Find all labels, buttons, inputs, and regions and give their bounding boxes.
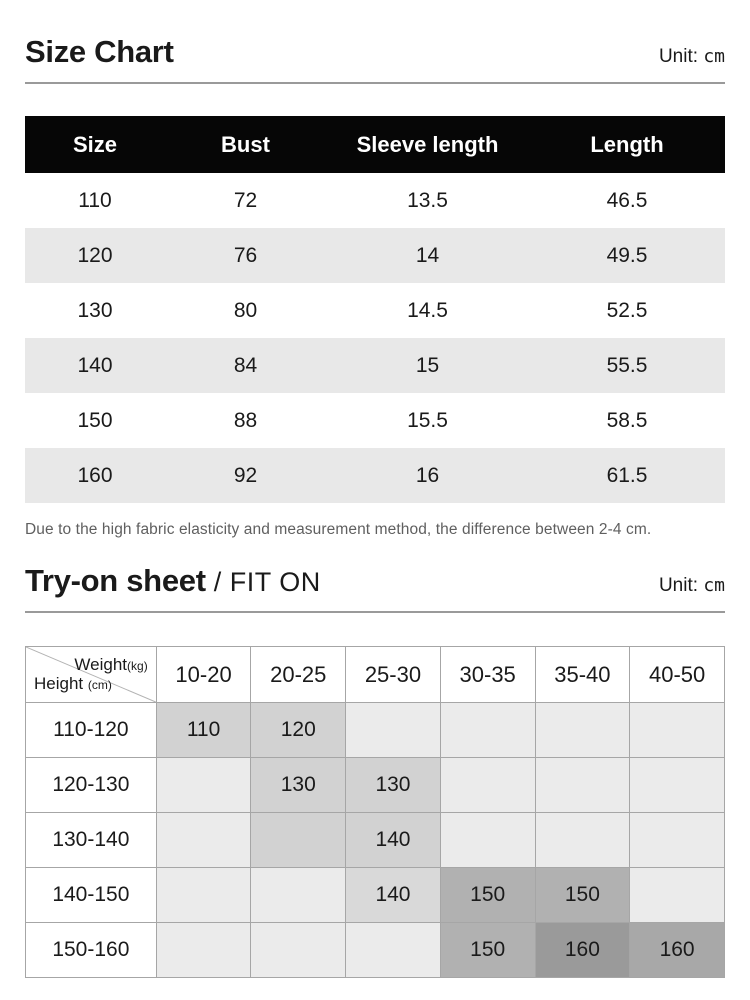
cell: 58.5 <box>606 408 648 432</box>
cell: 92 <box>233 463 258 487</box>
unit-value: cm <box>703 575 725 596</box>
try-on-table <box>25 646 725 978</box>
cell: 15.5 <box>407 408 448 432</box>
fit-cell <box>440 703 535 758</box>
cell: 14.5 <box>407 298 448 322</box>
cell: 16 <box>415 463 440 487</box>
cell: 72 <box>233 188 258 212</box>
height-row-header: 140-150 <box>26 868 157 923</box>
table-row <box>25 283 725 338</box>
cell: 52.5 <box>606 298 648 322</box>
fit-cell <box>156 868 251 923</box>
try-on-divider <box>25 611 725 613</box>
try-on-title-sub: FIT ON <box>229 567 321 597</box>
cell: 55.5 <box>606 353 648 377</box>
height-row-header: 130-140 <box>26 813 157 868</box>
fit-cell <box>535 813 630 868</box>
fit-cell <box>156 923 251 978</box>
cell: 140 <box>77 353 113 377</box>
fit-cell: 140 <box>346 868 441 923</box>
fit-cell: 150 <box>440 868 535 923</box>
weight-axis-text: Weight <box>74 655 128 674</box>
cell: 49.5 <box>606 243 648 267</box>
cell: 84 <box>233 353 258 377</box>
height-axis-text: Height <box>34 674 88 693</box>
fit-cell <box>630 813 725 868</box>
weight-col-header: 30-35 <box>440 647 535 703</box>
size-chart-table <box>25 116 725 503</box>
height-axis-unit: (cm) <box>87 678 112 692</box>
fit-cell: 160 <box>630 923 725 978</box>
weight-axis-unit: (kg) <box>127 659 148 673</box>
try-on-title-separator: / <box>205 567 230 597</box>
table-row <box>25 228 725 283</box>
unit-label: Unit: <box>658 46 699 67</box>
try-on-unit <box>659 575 725 597</box>
fit-cell <box>346 923 441 978</box>
fit-table-row <box>26 703 725 758</box>
axis-corner-cell <box>26 647 157 703</box>
fit-cell <box>535 758 630 813</box>
fit-cell <box>251 923 346 978</box>
try-on-title-main: Try-on sheet <box>25 563 206 598</box>
fit-cell <box>630 703 725 758</box>
fit-cell: 130 <box>346 758 441 813</box>
cell: 61.5 <box>606 463 648 487</box>
fit-cell: 150 <box>535 868 630 923</box>
cell: 160 <box>77 463 113 487</box>
unit-value: cm <box>703 46 725 67</box>
fit-table-row <box>26 868 725 923</box>
fit-table-row <box>26 758 725 813</box>
table-row <box>25 173 725 228</box>
cell: 150 <box>77 408 113 432</box>
height-row-header: 150-160 <box>26 923 157 978</box>
cell: 15 <box>415 353 440 377</box>
fit-cell: 150 <box>440 923 535 978</box>
cell: 110 <box>78 188 112 212</box>
cell: 13.5 <box>407 188 448 212</box>
size-chart-divider <box>25 82 725 84</box>
fit-cell: 120 <box>251 703 346 758</box>
cell: 88 <box>233 408 258 432</box>
fit-cell <box>630 868 725 923</box>
col-header-bust: Bust <box>221 131 270 157</box>
fit-cell <box>346 703 441 758</box>
weight-col-header: 35-40 <box>535 647 630 703</box>
cell: 120 <box>77 243 113 267</box>
col-header-sleeve-length: Sleeve length <box>356 131 499 157</box>
unit-label: Unit: <box>658 575 699 596</box>
height-axis-label <box>34 674 112 694</box>
cell: 14 <box>415 243 440 267</box>
fit-cell: 160 <box>535 923 630 978</box>
fit-cell <box>440 758 535 813</box>
table-row <box>25 448 725 503</box>
fit-cell <box>156 758 251 813</box>
weight-col-header: 25-30 <box>346 647 441 703</box>
size-chart-title: Size Chart <box>25 34 174 69</box>
fit-cell <box>440 813 535 868</box>
elasticity-note: Due to the high fabric elasticity and measurement method, the difference between 2-4 cm. <box>25 521 652 538</box>
fit-cell <box>156 813 251 868</box>
table-row <box>25 393 725 448</box>
cell: 46.5 <box>606 188 648 212</box>
cell: 80 <box>233 298 258 322</box>
fit-cell: 130 <box>251 758 346 813</box>
col-header-size: Size <box>72 131 118 157</box>
size-chart-header <box>25 34 725 74</box>
try-on-title <box>25 563 321 599</box>
try-on-header <box>25 563 725 603</box>
col-header-length: Length <box>590 131 664 157</box>
fit-cell <box>251 868 346 923</box>
fit-cell <box>630 758 725 813</box>
fit-cell: 140 <box>346 813 441 868</box>
cell: 130 <box>77 298 113 322</box>
size-table-header-row <box>25 116 725 173</box>
weight-col-header: 40-50 <box>630 647 725 703</box>
fit-cell: 110 <box>156 703 251 758</box>
fit-table-row <box>26 923 725 978</box>
weight-col-header: 10-20 <box>156 647 251 703</box>
height-row-header: 120-130 <box>26 758 157 813</box>
cell: 76 <box>233 243 258 267</box>
weight-col-header: 20-25 <box>251 647 346 703</box>
size-chart-unit <box>659 46 725 68</box>
fit-cell <box>535 703 630 758</box>
fit-cell <box>251 813 346 868</box>
fit-table-header-row <box>26 647 725 703</box>
table-row <box>25 338 725 393</box>
fit-table-row <box>26 813 725 868</box>
weight-axis-label <box>74 655 147 675</box>
height-row-header: 110-120 <box>26 703 157 758</box>
